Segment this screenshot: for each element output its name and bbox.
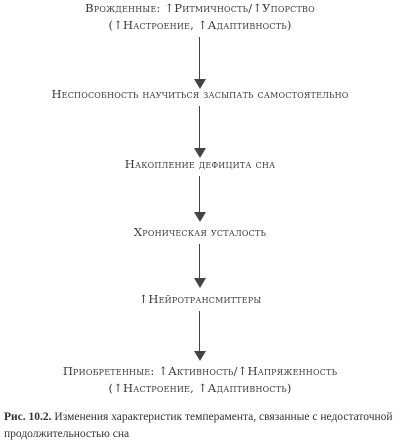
node-inability-label: Неспособность научиться засыпать самостоятельно <box>51 87 349 101</box>
node-inability <box>0 86 400 103</box>
arrow-down-4 <box>194 244 206 288</box>
node-neuro-label: ↑Нейротрансмиттеры <box>138 292 262 306</box>
node-innate <box>0 0 400 34</box>
figure-caption <box>4 409 396 443</box>
node-innate-line1: Врожденные: ↑Ритмичность/↑Упорство <box>85 1 315 15</box>
node-neuro <box>0 291 400 308</box>
figure-caption-label: Рис. 10.2. <box>4 411 52 423</box>
node-fatigue <box>0 224 400 241</box>
arrow-down-5 <box>194 311 206 361</box>
arrow-down-1 <box>194 37 206 89</box>
arrow-down-2 <box>194 106 206 158</box>
node-innate-line2: (↑Настроение, ↑Адаптивность) <box>108 18 292 32</box>
node-fatigue-label: Хроническая усталость <box>133 225 267 239</box>
node-deficit <box>0 156 400 173</box>
node-deficit-label: Накопление дефицита сна <box>124 157 276 171</box>
node-acquired <box>0 363 400 397</box>
node-acquired-line1: Приобретенные: ↑Активность/↑Напряженность <box>62 364 338 378</box>
node-acquired-line2: (↑Настроение, ↑Адаптивность) <box>108 381 292 395</box>
figure-caption-text: Изменения характеристик темперамента, связанные с недостаточной продолжительностью сна <box>4 411 393 440</box>
arrow-down-3 <box>194 176 206 222</box>
